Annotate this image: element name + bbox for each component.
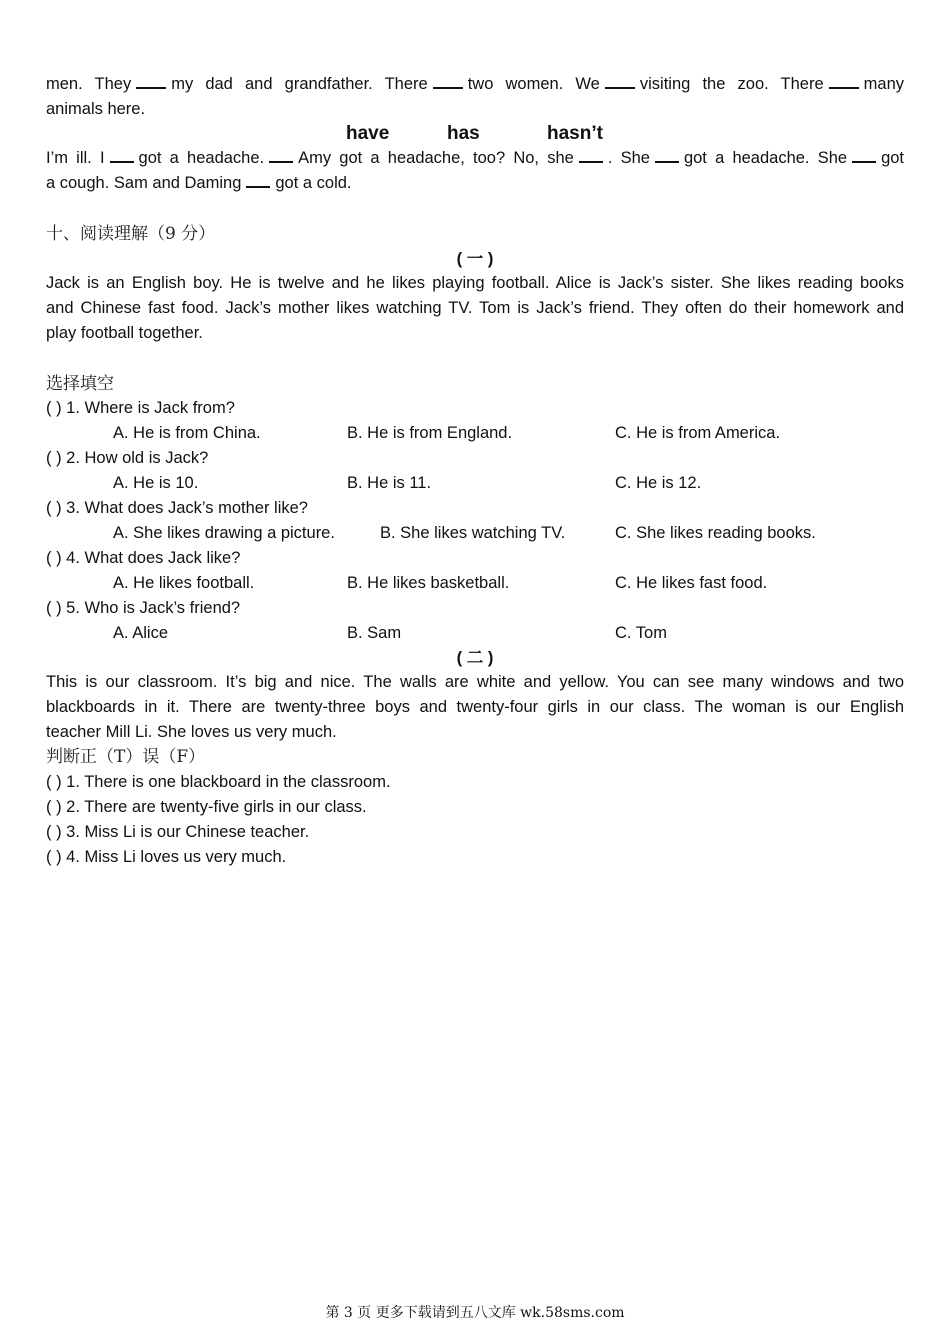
answer-blank[interactable] [605, 73, 635, 89]
part1-passage-line: Jack is an English boy. He is twelve and he likes playing football. Alice is Jack’s sister. She likes reading books [46, 274, 904, 292]
word-bank-item: have [346, 123, 390, 144]
text-segment: I’m ill. I [46, 149, 105, 167]
part1-passage-line: play football together. [46, 324, 203, 342]
option-a[interactable]: A. He is 10. [113, 474, 199, 492]
part2-task-title: 判断正（T）误（F） [46, 747, 206, 767]
part2-heading: ( 二 ) [456, 649, 494, 667]
text-segment: a cough. Sam and Daming [46, 174, 242, 192]
question-stem: ( ) 2. How old is Jack? [46, 449, 209, 467]
text-segment: got a headache. She [683, 149, 848, 167]
answer-blank[interactable] [246, 172, 270, 188]
answer-blank[interactable] [136, 73, 166, 89]
question-stem: ( ) 4. What does Jack like? [46, 549, 241, 567]
part1-task-title: 选择填空 [46, 374, 114, 394]
question-stem: ( ) 5. Who is Jack’s friend? [46, 599, 241, 617]
text-segment: got [881, 149, 904, 167]
fill-blank-line-2: animals here. [46, 100, 146, 118]
text-segment: Amy got a headache, too? No, she [298, 149, 574, 167]
text-segment: . She [607, 149, 650, 167]
part2-passage-line: teacher Mill Li. She loves us very much. [46, 723, 337, 741]
text-segment: many [863, 75, 905, 93]
part2-passage-line: This is our classroom. It’s big and nice. The walls are white and yellow. You can see many windows and two [46, 673, 904, 691]
word-bank-item: hasn’t [547, 123, 603, 144]
page-footer: 第 3 页 更多下载请到五八文库 wk.58sms.com [325, 1305, 625, 1321]
option-a[interactable]: A. Alice [113, 624, 169, 642]
part2-passage-line: blackboards in it. There are twenty-three boys and twenty-four girls in our class. The woman is our English [46, 698, 904, 716]
option-b[interactable]: B. She likes watching TV. [380, 524, 566, 542]
question-stem: ( ) 3. What does Jack’s mother like? [46, 499, 308, 517]
section-title: 十、阅读理解（9 分） [46, 224, 216, 244]
answer-blank[interactable] [655, 147, 679, 163]
judgement-statement: ( ) 3. Miss Li is our Chinese teacher. [46, 823, 310, 841]
option-a[interactable]: A. She likes drawing a picture. [113, 524, 335, 542]
question-stem: ( ) 1. Where is Jack from? [46, 399, 235, 417]
judgement-statement: ( ) 1. There is one blackboard in the classroom. [46, 773, 391, 791]
text-segment: got a headache. [138, 149, 265, 167]
option-c[interactable]: C. He is from America. [615, 424, 781, 442]
option-c[interactable]: C. She likes reading books. [615, 524, 816, 542]
judgement-statement: ( ) 4. Miss Li loves us very much. [46, 848, 287, 866]
word-bank-item: has [447, 123, 480, 144]
judgement-statement: ( ) 2. There are twenty-five girls in our class. [46, 798, 367, 816]
text-segment: my dad and grandfather. There [171, 75, 428, 93]
fill-blank-line-3 [46, 146, 904, 171]
answer-blank[interactable] [269, 147, 293, 163]
answer-blank[interactable] [829, 73, 859, 89]
part1-heading: ( 一 ) [456, 250, 494, 268]
text-segment: men. They [46, 75, 132, 93]
answer-blank[interactable] [110, 147, 134, 163]
option-c[interactable]: C. Tom [615, 624, 667, 642]
option-a[interactable]: A. He is from China. [113, 424, 261, 442]
text-segment: two women. We [467, 75, 600, 93]
text-segment: visiting the zoo. There [639, 75, 824, 93]
option-a[interactable]: A. He likes football. [113, 574, 255, 592]
answer-blank[interactable] [433, 73, 463, 89]
option-b[interactable]: B. He likes basketball. [347, 574, 510, 592]
answer-blank[interactable] [579, 147, 603, 163]
answer-blank[interactable] [852, 147, 876, 163]
part1-passage-line: and Chinese fast food. Jack’s mother likes watching TV. Tom is Jack’s friend. They often do their homework and [46, 299, 904, 317]
fill-blank-line-1 [46, 72, 904, 97]
fill-blank-line-4 [46, 171, 904, 196]
option-b[interactable]: B. He is 11. [347, 474, 432, 492]
option-b[interactable]: B. Sam [347, 624, 402, 642]
option-c[interactable]: C. He likes fast food. [615, 574, 768, 592]
option-c[interactable]: C. He is 12. [615, 474, 702, 492]
text-segment: got a cold. [275, 174, 352, 192]
option-b[interactable]: B. He is from England. [347, 424, 513, 442]
